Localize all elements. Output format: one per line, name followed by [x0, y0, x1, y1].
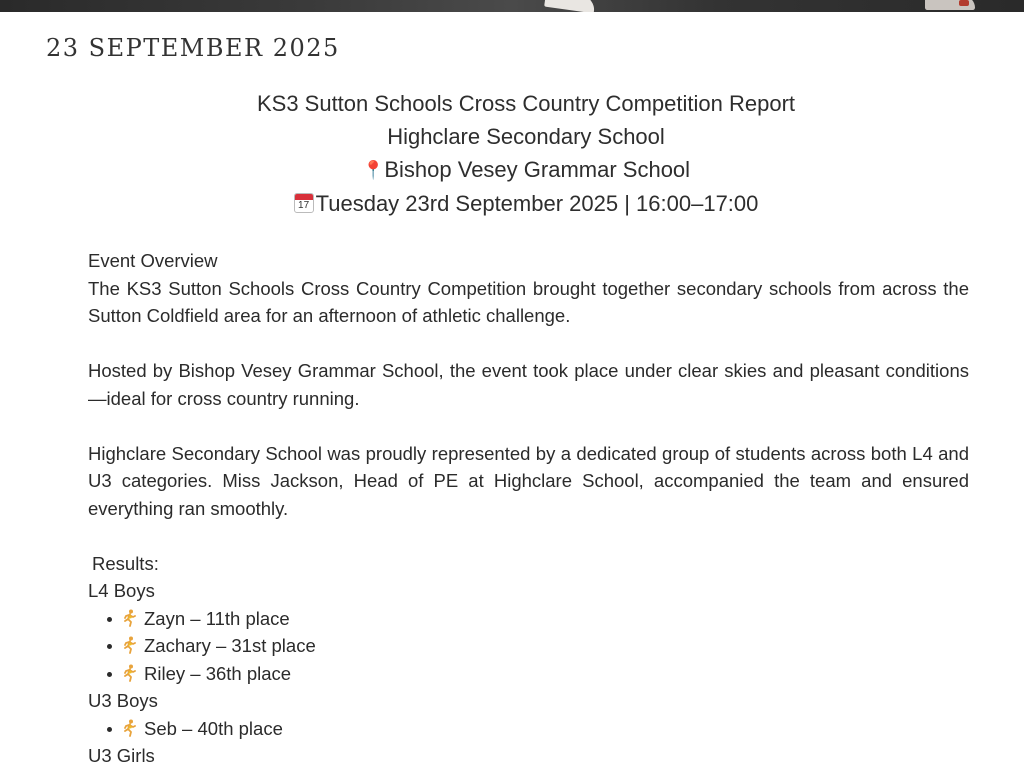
team-paragraph: Highclare Secondary School was proudly represented by a dedicated group of students across both L4 and U3 categories. Miss Jackson, Head of PE at Highclare School, accompanied the team and ensured everything ran smoothly.	[88, 442, 969, 519]
hero-image-strip	[0, 0, 1024, 12]
runner-icon	[122, 719, 138, 737]
post-date: 23 SEPTEMBER 2025	[46, 34, 340, 62]
result-text: Zachary – 31st place	[144, 635, 316, 656]
result-text: Zayn – 11th place	[144, 607, 290, 629]
overview-paragraph: The KS3 Sutton Schools Cross Country Competition brought together secondary schools from across the Sutton Coldfield area for an afternoon of athletic challenge.	[88, 277, 969, 326]
result-text: Riley – 36th place	[144, 662, 292, 684]
location-line	[0, 153, 1024, 187]
list-item	[104, 632, 969, 660]
overview-heading: Event Overview	[88, 250, 218, 271]
host-paragraph: Hosted by Bishop Vesey Grammar School, the event took place under clear skies and pleasant conditions—ideal for cross country running.	[88, 360, 969, 409]
results-group-label: U3 Boys	[88, 690, 158, 711]
results-section	[88, 577, 969, 768]
running-shoe-image	[544, 0, 596, 12]
datetime-line	[0, 187, 1024, 220]
list-item	[104, 660, 969, 688]
list-item	[104, 605, 969, 633]
location-text: Bishop Vesey Grammar School	[384, 157, 691, 182]
report-title: KS3 Sutton Schools Cross Country Competition Report	[256, 91, 796, 116]
calendar-icon: 17	[294, 193, 314, 213]
results-heading: Results:	[92, 552, 159, 574]
list-item	[104, 715, 969, 743]
round-pushpin-icon: 📍	[361, 160, 385, 181]
runner-icon	[122, 609, 138, 627]
report-body	[88, 247, 969, 768]
results-group-label: L4 Boys	[88, 580, 155, 601]
report-header	[0, 87, 1024, 220]
results-list	[88, 605, 969, 688]
running-shoe-image	[925, 0, 975, 10]
datetime-text: Tuesday 23rd September 2025 | 16:00–17:00	[315, 191, 759, 216]
runner-icon	[122, 664, 138, 682]
runner-icon	[122, 636, 138, 654]
school-name: Highclare Secondary School	[387, 124, 665, 149]
results-list	[88, 715, 969, 743]
results-group-label: U3 Girls	[88, 745, 155, 766]
result-text: Seb – 40th place	[144, 717, 283, 739]
